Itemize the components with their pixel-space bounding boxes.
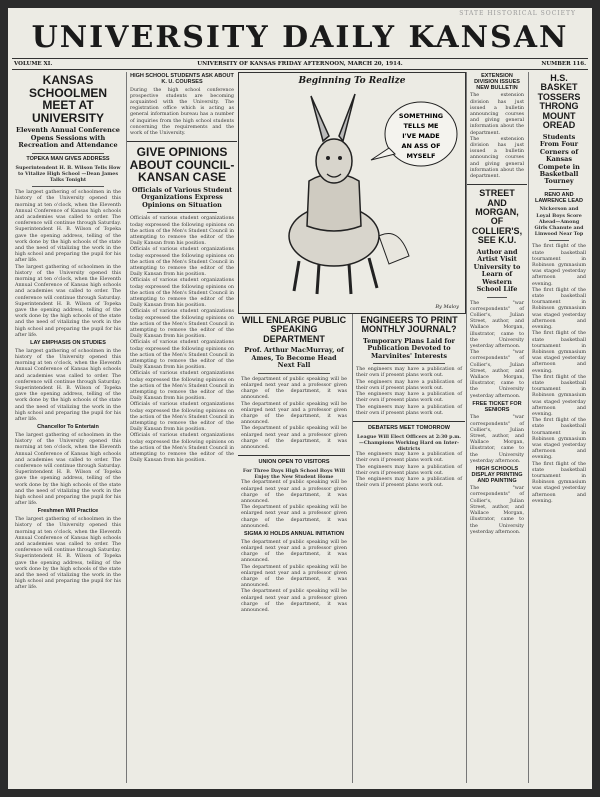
article-body: The department of public speaking will be enlarged next year and a professor given charge of the department, it was announced. [241, 589, 347, 613]
article-body: The department of public speaking will be enlarged next year and a professor given charge of the department, it was announced. [241, 376, 347, 401]
bubble-line: I'VE MADE [402, 132, 440, 140]
article-body: The "war correspondents" of Collier's, Julian Street, author, and Wallace Morgan, illustrator, came to the University yesterday afternoon. [470, 300, 524, 349]
article-body: The first flight of the state basketball tournament in Robinson gymnasium was staged yesterday afternoon and evening. [532, 244, 586, 287]
article-body: The department of public speaking will be enlarged next year and a professor given charge of the department, it was announced. [241, 539, 347, 564]
section-heading: UNION OPEN TO VISITORS [258, 459, 330, 466]
headline: H.S. BASKET TOSSERS THRONG MOUNT OREAD [537, 73, 581, 131]
headline: STREET AND MORGAN, OF COLLIER'S, SEE K.U. [471, 188, 523, 246]
headline: WILL ENLARGE PUBLIC SPEAKING DEPARTMENT [241, 315, 347, 344]
archive-stamp: STATE HISTORICAL SOCIETY [459, 10, 576, 17]
section-heading: HIGH SCHOOLS DISPLAY PRINTING AND PAINTING [471, 465, 523, 484]
section-heading: LAY EMPHASIS ON STUDIES [30, 340, 106, 347]
section-subhead: For Three Days High School Boys Will Enjoy the New Student Home [242, 467, 346, 481]
date-label: UNIVERSITY OF KANSAS FRIDAY AFTERNOON, MARCH 20, 1914. [197, 61, 403, 67]
cartoon-title: Beginning To Realize [298, 76, 406, 86]
article-body: The largest gathering of schoolmen in the history of the University opened this morning at ten o'clock, when the Eleventh Annual Conference of Kansas high schools and academies was called to order. The conference will continue through Saturday. Superintendent H. B. Wilson of Topeka gave the opening address, telling of the work done by the high schools of the state and the need of vitalizing the work in the high school and preparing the pupil for his after life. [15, 190, 121, 264]
section-heading: Chancellor To Entertain [37, 424, 99, 431]
byline: Nickerson and Loyal Boys Score Ahead—Among Girls Chanute and Linwood Near Top [534, 206, 584, 238]
article-body: Officials of various student organizations today expressed the following opinions on the action of the Men's Student Council in attempting to remove the editor of the Daily Kansan from his position. [130, 371, 234, 402]
article-body: The department of public speaking will be enlarged next year and a professor given charge of the department, it was announced. [241, 564, 347, 589]
article-body: The largest gathering of schoolmen in the history of the University opened this morning at ten o'clock, when the Eleventh Annual Conference of Kansas high schools and academies was called to order. The conference will continue through Saturday. Superintendent H. B. Wilson of Topeka gave the opening address, telling of the work done by the high schools of the state and the need of vitalizing the work in the high school and preparing the pupil for his after life. [15, 264, 121, 338]
article-body: The largest gathering of schoolmen in the history of the University opened this morning at ten o'clock, when the Eleventh Annual Conference of Kansas high schools and academies was called to order. The conference will continue through Saturday. Superintendent H. B. Wilson of Topeka gave the opening address, telling of the work done by the high schools of the state and the need of vitalizing the work in the high school and preparing the pupil for his after life. [15, 433, 121, 507]
article-body: The engineers may have a publication of their own if present plans work out. [356, 379, 462, 391]
dateline [12, 58, 588, 70]
article-body: The largest gathering of schoolmen in the history of the University opened this morning at ten o'clock, when the Eleventh Annual Conference of Kansas high schools and academies was called to order. The conference will continue through Saturday. Superintendent H. B. Wilson of Topeka gave the opening address, telling of the work done by the high schools of the state and the need of vitalizing the work in the high school and preparing the pupil for his after life. [15, 348, 121, 423]
article-body: The department of public speaking will be enlarged next year and a professor given charge of the department, it was announced. [241, 426, 347, 450]
article-body: The engineers may have a publication of their own if present plans work out. [356, 392, 462, 404]
kicker: RENO AND LAWRENCE LEAD [535, 191, 583, 204]
subheadline: Students From Four Corners of Kansas Compete in Basketball Tourney [538, 132, 580, 186]
article-body: Officials of various student organizations today expressed the following opinions on the action of the Men's Student Council in attempting to remove the editor of the Daily Kansan from his position. [130, 433, 234, 464]
article-body: The largest gathering of schoolmen in the history of the University opened this morning at ten o'clock, when the Eleventh Annual Conference of Kansas high schools and academies was called to order. The conference will continue through Saturday. Superintendent H. B. Wilson of Topeka gave the opening address, telling of the work done by the high schools of the state and the need of vitalizing the work in the high school and preparing the pupil for his after life. [15, 517, 121, 591]
byline: Superintendent H. B. Wilson Tells How to Vitalize High School —Dean James Talks Tonight [15, 164, 121, 183]
article-body: Officials of various student organizations today expressed the following opinions on the action of the Men's Student Council in attempting to remove the editor of the Daily Kansan from his position. [130, 402, 234, 433]
article-body: During the high school conference prospective students are becoming acquainted with the University. The registration office which is acting as general information bureau has a number of inquiries from the high school students concerning the requirements and the work of the University. [130, 87, 234, 136]
subheadline: Temporary Plans Laid for Publication Devoted to Marvinites' Interests [363, 336, 455, 360]
subheadline: Prof. Arthur MacMurray, of Ames, To Become Head Next Fall [244, 346, 344, 370]
article-body: The first flight of the state basketball tournament in Robinson gymnasium was staged yesterday afternoon and evening. [532, 374, 586, 417]
donkey-illustration [239, 86, 463, 301]
bubble-line: AN ASS OF [401, 142, 441, 150]
article-body: The extension division has just issued a bulletin announcing courses and giving general information about the department. [470, 93, 524, 136]
subheadline: Author and Artist Visit University to Learn of Western School Life [473, 247, 521, 294]
bubble-line: SOMETHING [398, 112, 444, 120]
headline: GIVE OPINIONS ABOUT COUNCIL-KANSAN CASE [129, 145, 235, 185]
section-heading: SIGMA XI HOLDS ANNUAL INITIATION [244, 530, 344, 537]
subheadline: Eleventh Annual Conference Opens Sessions with Recreation and Attendance [16, 126, 120, 150]
article-body: The extension division has just issued a bulletin announcing courses and giving general information about the department. [470, 136, 524, 179]
volume-label: VOLUME XI. [14, 61, 53, 67]
column-2 [126, 72, 237, 783]
article-body: The department of public speaking will be enlarged next year and a professor given charge of the department, it was announced. [241, 480, 347, 504]
article-body: Officials of various student organizations today expressed the following opinions on the action of the Men's Student Council in attempting to remove the editor of the Daily Kansan from his position. [130, 216, 234, 247]
article-body: The engineers may have a publication of their own if present plans work out. [356, 367, 462, 379]
article-body: The first flight of the state basketball tournament in Robinson gymnasium was staged yesterday afternoon and evening. [532, 287, 586, 331]
headline: KANSAS SCHOOLMEN MEET AT UNIVERSITY [29, 73, 107, 125]
article-body: Officials of various student organizations today expressed the following opinions on the action of the Men's Student Council in attempting to remove the editor of the Daily Kansan from his position. [130, 278, 234, 309]
column-5 [466, 72, 527, 783]
bubble-line: TELLS ME [403, 122, 439, 130]
masthead: UNIVERSITY DAILY KANSAN [31, 20, 569, 55]
issue-number: NUMBER 116. [541, 61, 586, 67]
article-body: Officials of various student organizations today expressed the following opinions on the action of the Men's Student Council in attempting to remove the editor of the Daily Kansan from his position. [130, 309, 234, 340]
article-body: The "war correspondents" of Collier's, Julian Street, author, and Wallace Morgan, illustrator, came to the University yesterday afternoon. [470, 350, 524, 399]
column-4 [352, 314, 465, 783]
article-body: The first flight of the state basketball tournament in Robinson gymnasium was staged yesterday afternoon and evening. [532, 418, 586, 461]
kicker: EXTENSION DIVISION ISSUES NEW BULLETIN [474, 73, 520, 91]
article-body: The first flight of the state basketball tournament in Robinson gymnasium was staged yesterday afternoon and evening. [532, 331, 586, 374]
section-heading: DEBATERS MEET TOMORROW [368, 424, 450, 431]
article-body: The "war correspondents" of Collier's, Julian Street, author, and Wallace Morgan, illustrator, came to the University yesterday afternoon. [470, 486, 524, 535]
subheadline: Officials of Various Student Organizations Express Opinions on Situation [131, 185, 233, 209]
newspaper-page [8, 8, 592, 789]
editorial-cartoon [238, 72, 466, 314]
section-subhead: League Will Elect Officers at 2:30 p.m.—Champions Working Hard on Inter-districts [357, 433, 461, 453]
article-body: The first flight of the state basketball tournament in Robinson gymnasium was staged yesterday afternoon and evening. [532, 461, 586, 504]
kicker: HIGH SCHOOL STUDENTS ASK ABOUT K. U. COURSES [130, 73, 234, 85]
cartoon-credit: By Maloy [435, 304, 459, 310]
article-body: Officials of various student organizations today expressed the following opinions on the action of the Men's Student Council in attempting to remove the editor of the Daily Kansan from his position. [130, 247, 234, 278]
speech-bubble [371, 102, 457, 166]
article-body: The "war correspondents" of Collier's, Julian Street, author, and Wallace Morgan, illustrator, came to the University yesterday afternoon. [470, 415, 524, 464]
section-heading: Freshmen Will Practice [37, 508, 99, 515]
column-1 [12, 72, 124, 783]
article-body: Officials of various student organizations today expressed the following opinions on the action of the Men's Student Council in attempting to remove the editor of the Daily Kansan from his position. [130, 340, 234, 371]
section-heading: FREE TICKET FOR SENIORS [472, 400, 522, 413]
article-body: The engineers may have a publication of their own if present plans work out. [356, 477, 462, 489]
kicker: TOPEKA MAN GIVES ADDRESS [26, 155, 110, 162]
headline: ENGINEERS TO PRINT MONTHLY JOURNAL? [360, 315, 458, 335]
column-3 [238, 314, 350, 783]
article-body: The engineers may have a publication of their own if present plans work out. [356, 452, 462, 464]
article-body: The engineers may have a publication of their own if present plans work out. [356, 404, 462, 416]
article-body: The department of public speaking will be enlarged next year and a professor given charge of the department, it was announced. [241, 505, 347, 529]
bubble-line: MYSELF [406, 152, 436, 160]
article-body: The department of public speaking will be enlarged next year and a professor given charge of the department, it was announced. [241, 401, 347, 426]
column-6 [528, 72, 589, 783]
article-body: The engineers may have a publication of their own if present plans work out. [356, 464, 462, 476]
